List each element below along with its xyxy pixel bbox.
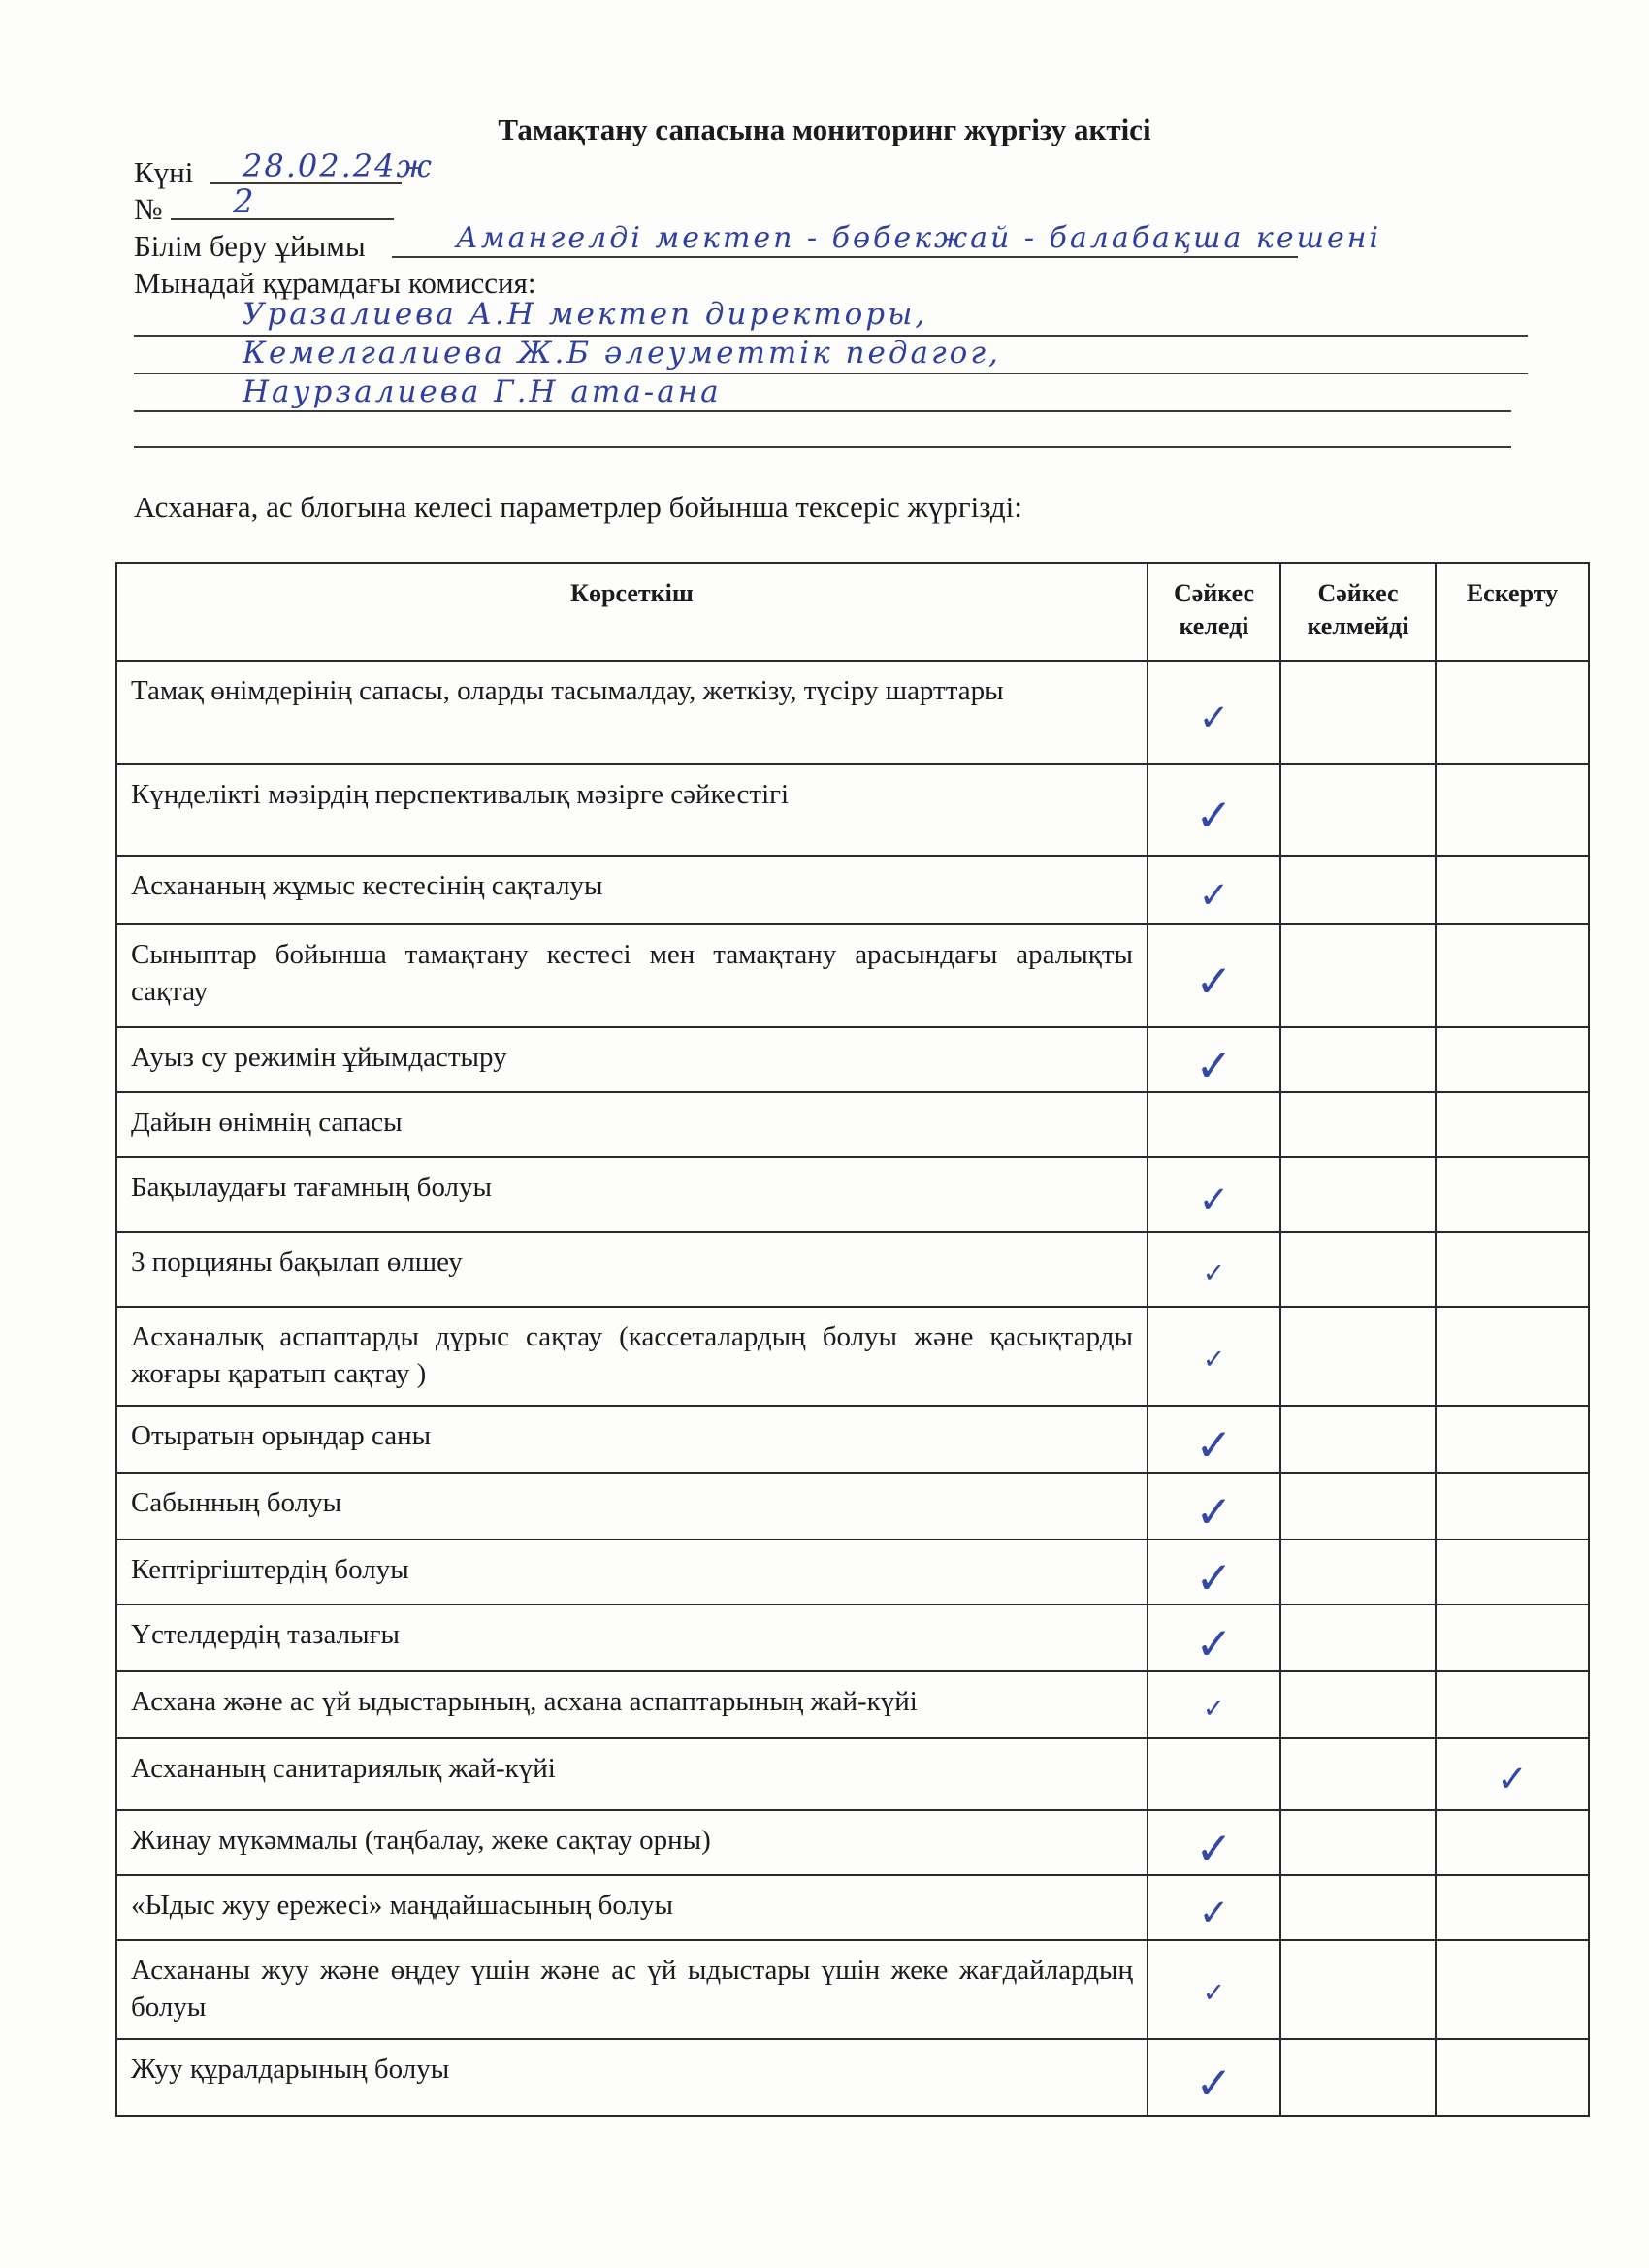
note-cell <box>1436 2039 1589 2116</box>
noncompliant-cell <box>1280 1406 1436 1473</box>
table-row <box>116 2039 1589 2116</box>
indicator-cell: Асхананы жуу және өңдеу үшін және ас үй ыдыстары үшін жеке жағдайлардың болуы <box>116 1940 1148 2039</box>
noncompliant-cell <box>1280 856 1436 924</box>
check-mark-icon: ✓ <box>1497 1757 1528 1800</box>
indicator-cell: 3 порцияны бақылап өлшеу <box>116 1232 1148 1307</box>
compliant-cell <box>1148 1539 1280 1604</box>
check-mark-icon: ✓ <box>1202 1691 1226 1724</box>
check-mark-icon: ✓ <box>1195 1617 1233 1670</box>
check-mark-icon: ✓ <box>1202 1255 1226 1288</box>
note-cell <box>1436 1539 1589 1604</box>
compliant-cell <box>1148 1027 1280 1092</box>
note-cell <box>1436 1940 1589 2039</box>
check-mark-icon: ✓ <box>1195 789 1233 842</box>
date-value: 28.02.24ж <box>242 147 434 184</box>
commission-label: Мынадай құрамдағы комиссия: <box>134 266 536 300</box>
note-cell <box>1436 1307 1589 1406</box>
note-cell <box>1436 1232 1589 1307</box>
noncompliant-cell <box>1280 2039 1436 2116</box>
indicator-cell: Ауыз су режимін ұйымдастыру <box>116 1027 1148 1092</box>
table-row <box>116 661 1589 764</box>
noncompliant-cell <box>1280 1539 1436 1604</box>
table-row <box>116 764 1589 856</box>
noncompliant-cell <box>1280 1473 1436 1539</box>
check-mark-icon: ✓ <box>1195 1485 1233 1539</box>
note-cell <box>1436 1406 1589 1473</box>
check-mark-icon: ✓ <box>1202 1343 1226 1376</box>
check-mark-icon: ✓ <box>1195 1039 1233 1092</box>
indicator-cell: Асханалық аспаптарды дұрыс сақтау (кассеталардың болуы және қасықтарды жоғары қаратып сақтау ) <box>116 1307 1148 1406</box>
table-row <box>116 1738 1589 1810</box>
indicator-cell: «Ыдыс жуу ережесі» маңдайшасының болуы <box>116 1875 1148 1940</box>
noncompliant-cell <box>1280 1738 1436 1810</box>
table-row <box>116 1875 1589 1940</box>
table-header-row <box>116 563 1589 661</box>
table-row <box>116 1940 1589 2039</box>
compliant-cell <box>1148 1232 1280 1307</box>
table-row <box>116 1406 1589 1473</box>
indicator-cell: Жинау мүкәммалы (таңбалау, жеке сақтау орны) <box>116 1810 1148 1875</box>
indicator-cell: Бақылаудағы тағамның болуы <box>116 1157 1148 1232</box>
indicator-cell: Тамақ өнімдерінің сапасы, оларды тасымалдау, жеткізу, түсіру шарттары <box>116 661 1148 764</box>
noncompliant-cell <box>1280 661 1436 764</box>
check-mark-icon: ✓ <box>1195 2057 1233 2110</box>
check-mark-icon: ✓ <box>1198 1891 1230 1934</box>
document-title: Тамақтану сапасына мониторинг жүргізу актісі <box>498 113 1151 146</box>
check-mark-icon: ✓ <box>1195 1822 1233 1875</box>
table-row <box>116 1539 1589 1604</box>
compliant-cell <box>1148 1406 1280 1473</box>
indicator-cell: Дайын өнімнің сапасы <box>116 1092 1148 1157</box>
indicator-cell: Үстелдердің тазалығы <box>116 1604 1148 1671</box>
indicator-cell: Кептіргіштердің болуы <box>116 1539 1148 1604</box>
compliant-cell <box>1148 2039 1280 2116</box>
note-cell <box>1436 764 1589 856</box>
number-value: 2 <box>233 182 256 221</box>
compliant-cell <box>1148 1092 1280 1157</box>
note-cell <box>1436 1810 1589 1875</box>
noncompliant-cell <box>1280 1307 1436 1406</box>
organization-label: Білім беру ұйымы <box>134 229 366 263</box>
indicator-cell: Сабынның болуы <box>116 1473 1148 1539</box>
note-cell <box>1436 856 1589 924</box>
compliant-cell <box>1148 1671 1280 1738</box>
commission-member-1: Уразалиева А.Н мектеп директоры, <box>242 297 928 332</box>
compliant-cell <box>1148 764 1280 856</box>
noncompliant-cell <box>1280 1671 1436 1738</box>
noncompliant-cell <box>1280 924 1436 1027</box>
commission-line-4 <box>134 446 1511 448</box>
compliant-cell <box>1148 1738 1280 1810</box>
commission-member-2: Кемелгалиева Ж.Б әлеуметтік педагог, <box>242 336 1001 371</box>
number-label: № <box>134 192 163 226</box>
compliant-cell <box>1148 1473 1280 1539</box>
monitoring-table <box>115 562 1590 2117</box>
table-row <box>116 1027 1589 1092</box>
check-mark-icon: ✓ <box>1198 1178 1230 1221</box>
table-row <box>116 924 1589 1027</box>
table-row <box>116 1232 1589 1307</box>
noncompliant-cell <box>1280 1232 1436 1307</box>
check-mark-icon: ✓ <box>1195 1551 1233 1604</box>
number-underline <box>171 218 394 220</box>
check-mark-icon: ✓ <box>1202 1976 1226 2009</box>
table-body <box>116 661 1589 2116</box>
compliant-cell <box>1148 661 1280 764</box>
table-row <box>116 1157 1589 1232</box>
note-cell <box>1436 924 1589 1027</box>
indicator-cell: Сыныптар бойынша тамақтану кестесі мен тамақтану арасындағы аралықты сақтау <box>116 924 1148 1027</box>
compliant-cell <box>1148 1940 1280 2039</box>
commission-member-3: Наурзалиева Г.Н ата-ана <box>242 374 722 409</box>
organization-value: Амангелді мектеп - бөбекжай - балабақша кешені <box>456 221 1382 255</box>
indicator-cell: Асхана және ас үй ыдыстарының, асхана аспаптарының жай-күйі <box>116 1671 1148 1738</box>
note-cell <box>1436 1092 1589 1157</box>
intro-text: Асханаға, ас блогына келесі параметрлер бойынша тексеріс жүргізді: <box>134 490 1022 524</box>
compliant-cell <box>1148 1810 1280 1875</box>
note-cell <box>1436 1671 1589 1738</box>
indicator-cell: Отыратын орындар саны <box>116 1406 1148 1473</box>
note-cell <box>1436 1027 1589 1092</box>
noncompliant-cell <box>1280 1092 1436 1157</box>
header-note: Ескерту <box>1436 563 1589 661</box>
noncompliant-cell <box>1280 1027 1436 1092</box>
check-mark-icon: ✓ <box>1195 955 1233 1008</box>
header-noncompliant: Сәйкес келмейді <box>1280 563 1436 661</box>
note-cell <box>1436 1473 1589 1539</box>
table-row <box>116 1092 1589 1157</box>
indicator-cell: Асхананың санитариялық жай-күйі <box>116 1738 1148 1810</box>
note-cell <box>1436 1157 1589 1232</box>
table-row <box>116 1671 1589 1738</box>
compliant-cell <box>1148 1875 1280 1940</box>
organization-underline <box>392 256 1298 258</box>
note-cell <box>1436 1738 1589 1810</box>
indicator-cell: Жуу құралдарының болуы <box>116 2039 1148 2116</box>
header-indicator: Көрсеткіш <box>116 563 1148 661</box>
compliant-cell <box>1148 1307 1280 1406</box>
note-cell <box>1436 661 1589 764</box>
indicator-cell: Асхананың жұмыс кестесінің сақталуы <box>116 856 1148 924</box>
noncompliant-cell <box>1280 1940 1436 2039</box>
noncompliant-cell <box>1280 1810 1436 1875</box>
table-row <box>116 1604 1589 1671</box>
table-row <box>116 1810 1589 1875</box>
compliant-cell <box>1148 924 1280 1027</box>
commission-line-3 <box>134 410 1511 412</box>
table-row <box>116 1307 1589 1406</box>
check-mark-icon: ✓ <box>1198 696 1230 739</box>
date-label: Күні <box>134 155 194 189</box>
note-cell <box>1436 1604 1589 1671</box>
table-row <box>116 1473 1589 1539</box>
header-compliant: Сәйкес келеді <box>1148 563 1280 661</box>
noncompliant-cell <box>1280 1875 1436 1940</box>
note-cell <box>1436 1875 1589 1940</box>
noncompliant-cell <box>1280 1604 1436 1671</box>
indicator-cell: Күнделікті мәзірдің перспективалық мәзірге сәйкестігі <box>116 764 1148 856</box>
check-mark-icon: ✓ <box>1195 1418 1233 1472</box>
compliant-cell <box>1148 856 1280 924</box>
noncompliant-cell <box>1280 764 1436 856</box>
noncompliant-cell <box>1280 1157 1436 1232</box>
compliant-cell <box>1148 1157 1280 1232</box>
table-row <box>116 856 1589 924</box>
check-mark-icon: ✓ <box>1198 873 1230 917</box>
compliant-cell <box>1148 1604 1280 1671</box>
